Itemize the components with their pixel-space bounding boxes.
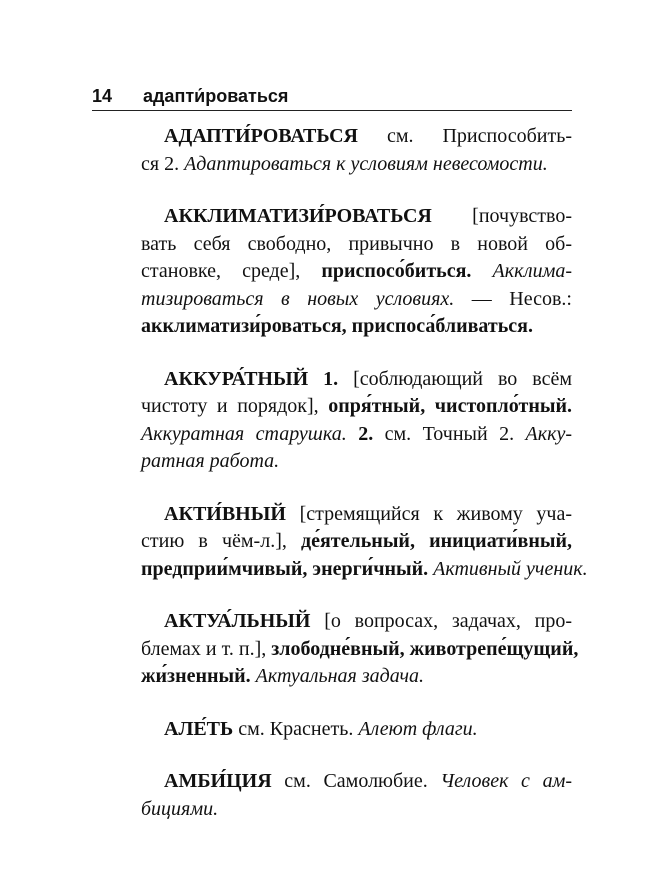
headword: АКТИ́ВНЫЙ bbox=[164, 502, 286, 525]
dictionary-entry-akklimatizirovatsya bbox=[141, 203, 572, 341]
definition-text: [почувство- bbox=[431, 205, 572, 227]
entry-line bbox=[141, 286, 572, 314]
definition-text: чистоту и порядок], bbox=[141, 395, 329, 417]
headword: АКТУА́ЛЬНЫЙ bbox=[164, 610, 311, 632]
usage-example: Аккуратная старушка. bbox=[141, 422, 347, 445]
definition-text: блемах и т. п.], bbox=[141, 637, 272, 660]
entry-line bbox=[141, 203, 572, 231]
definition-text: см. Самолюбие. bbox=[271, 770, 441, 792]
entry-line bbox=[141, 313, 572, 341]
definition-text bbox=[471, 260, 492, 282]
definition-text: [стремящийся к живому уча- bbox=[285, 502, 572, 525]
synonym: акклиматизи́роваться, приспоса́бливаться. bbox=[141, 315, 533, 337]
entry-line bbox=[141, 448, 572, 476]
entry-line bbox=[141, 716, 572, 744]
dictionary-entry-aktivny bbox=[141, 501, 588, 584]
usage-example: Человек с ам- bbox=[440, 770, 572, 792]
usage-example: Активный ученик. bbox=[433, 557, 588, 580]
definition-text: см. Краснеть. bbox=[233, 717, 359, 740]
usage-example: Акклима- bbox=[492, 260, 573, 282]
headword: АККЛИМАТИЗИ́РОВАТЬСЯ bbox=[164, 205, 432, 227]
entry-line bbox=[141, 151, 572, 179]
entry-line bbox=[141, 501, 572, 529]
usage-example: Алеют флаги. bbox=[358, 717, 478, 740]
definition-text: становке, среде], bbox=[141, 260, 322, 282]
dictionary-entry-ambitsiya bbox=[141, 768, 572, 823]
entry-line bbox=[141, 421, 572, 449]
entry-line bbox=[141, 768, 572, 796]
page-number: 14 bbox=[92, 86, 113, 106]
usage-example: тизироваться в новых условиях. bbox=[141, 287, 455, 310]
dictionary-entry-aktualny bbox=[141, 608, 579, 691]
headword: АМБИ́ЦИЯ bbox=[164, 770, 272, 792]
entry-line bbox=[141, 393, 572, 421]
running-head: адапти́роваться bbox=[143, 86, 289, 106]
definition-text: вать себя свободно, привычно в новой об- bbox=[141, 232, 572, 255]
definition-text: — Несов.: bbox=[454, 287, 572, 310]
dictionary-entry-adaptirovatsya bbox=[141, 123, 572, 178]
definition-text bbox=[347, 423, 358, 445]
usage-example: бициями. bbox=[141, 797, 219, 820]
sense-number: 2. bbox=[358, 422, 374, 445]
synonym: злободне́вный, животрепе́щущий, bbox=[271, 637, 579, 660]
entry-line bbox=[141, 231, 572, 259]
definition-text: см. Точный 2. bbox=[373, 422, 526, 445]
synonym: приспосо́биться. bbox=[321, 260, 472, 282]
definition-text: см. Приспособить- bbox=[357, 125, 572, 147]
headword: АККУРА́ТНЫЙ 1. bbox=[164, 367, 339, 390]
dictionary-entry-alet bbox=[141, 716, 572, 744]
usage-example: Актуальная задача. bbox=[255, 665, 425, 687]
entry-line bbox=[141, 636, 579, 664]
synonym: опря́тный, чистопло́тный. bbox=[328, 395, 572, 417]
synonym: де́ятельный, инициати́вный, bbox=[300, 530, 572, 552]
definition-text: ся 2. bbox=[141, 152, 185, 175]
headword: АДАПТИ́РОВАТЬСЯ bbox=[164, 125, 358, 147]
entry-line bbox=[141, 366, 572, 394]
entry-line bbox=[141, 796, 572, 824]
definition-text: [соблюдающий во всём bbox=[338, 367, 572, 390]
dictionary-entries bbox=[141, 123, 588, 848]
entry-line bbox=[141, 528, 572, 556]
entry-line bbox=[141, 556, 588, 584]
definition-text: [о вопросах, задачах, про- bbox=[310, 610, 572, 632]
dictionary-entry-akkuratny bbox=[141, 366, 572, 476]
headword: АЛЕ́ТЬ bbox=[164, 717, 234, 740]
usage-example: Акку- bbox=[525, 422, 573, 445]
synonym: жи́зненный. bbox=[141, 665, 251, 687]
entry-line bbox=[141, 608, 572, 636]
entry-line bbox=[141, 123, 572, 151]
synonym: предприи́мчивый, энерги́чный. bbox=[141, 557, 429, 580]
page-header bbox=[92, 84, 572, 111]
entry-line bbox=[141, 258, 572, 286]
definition-text: стию в чём-л.], bbox=[141, 530, 301, 552]
usage-example: ратная работа. bbox=[141, 450, 280, 472]
usage-example: Адаптироваться к условиям невесомости. bbox=[184, 152, 548, 175]
entry-line bbox=[141, 663, 572, 691]
